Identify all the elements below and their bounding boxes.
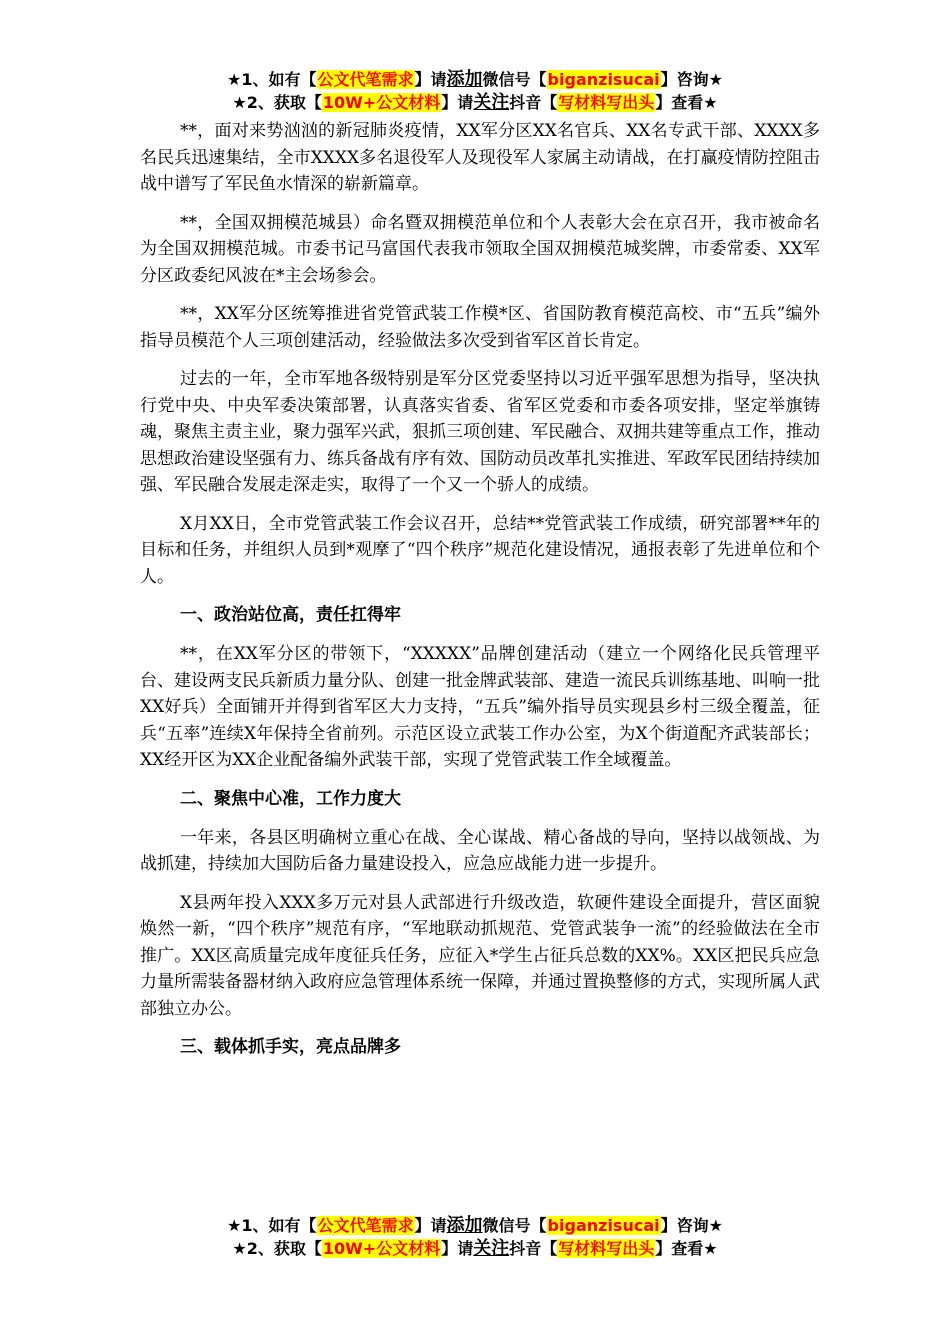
banner-wechat-id: biganzisucai bbox=[547, 1216, 660, 1235]
banner-wechat-id: biganzisucai bbox=[547, 70, 660, 89]
banner-highlight: 公文代笔需求 bbox=[317, 1216, 414, 1235]
banner-douyin-id: 写材料写出头 bbox=[558, 93, 655, 112]
paragraph: **，XX军分区统筹推进省党管武装工作模*区、省国防教育模范高校、市“五兵”编外指导员模范个人三项创建活动，经验做法多次受到省军区首长肯定。 bbox=[140, 304, 820, 351]
section-heading: 二、聚焦中心准，工作力度大 bbox=[180, 788, 401, 809]
paragraph: 过去的一年，全市军地各级特别是军分区党委坚持以习近平强军思想为指导，坚决执行党中央、中央军委决策部署，认真落实省委、省军区党委和市委各项安排，坚定举旗铸魂，聚焦主责主业，聚力强军兴武，狠抓三项创建、军民融合、双拥共建等重点工作，推动思想政治建设坚强有力、练兵备战有序有效、国防动员改革扎实推进、军政军民团结持续加强、军民融合发展走深走实，取得了一个又一个骄人的成绩。 bbox=[140, 369, 820, 495]
banner-line-1: ★1、如有【公文代笔需求】请添加微信号【biganzisucai】咨询★ bbox=[227, 69, 723, 90]
banner-douyin-id: 写材料写出头 bbox=[558, 1239, 655, 1258]
paragraph: 一年来，各县区明确树立重心在战、全心谋战、精心备战的导向，坚持以战领战、为战抓建，持续加大国防后备力量建设投入，应急应战能力进一步提升。 bbox=[140, 827, 820, 874]
section-heading: 一、政治站位高，责任扛得牢 bbox=[180, 605, 401, 625]
paragraph: **，面对来势汹汹的新冠肺炎疫情，XX军分区XX名官兵、XX名专武干部、XXXX多名民兵迅速集结，全市XXXX多名退役军人及现役军人家属主动请战，在打赢疫情防控阻击战中谱写了军民鱼水情深的崭新篇章。 bbox=[140, 121, 820, 194]
paragraph: X县两年投入XXX多万元对县人武部进行升级改造，软硬件建设全面提升，营区面貌焕然一新，“四个秩序”规范有序，“军地联动抓规范、党管武装争一流”的经验做法在全市推广。XX区高质量完成年度征兵任务，应征入*学生占征兵总数的XX%。XX区把民兵应急力量所需装备器材纳入政府应急管理体系统一保障，并通过置换整修的方式，实现所属人武部独立办公。 bbox=[140, 892, 820, 1019]
banner-highlight: 10W+公文材料 bbox=[322, 93, 441, 112]
paragraph: X月XX日，全市党管武装工作会议召开，总结**党管武装工作成绩，研究部署**年的目标和任务，并组织人员到*观摩了“四个秩序”规范化建设情况，通报表彰了先进单位和个人。 bbox=[140, 513, 820, 587]
paragraph: **，全国双拥模范城县）命名暨双拥模范单位和个人表彰大会在京召开，我市被命名为全国双拥模范城。市委书记马富国代表我市领取全国双拥模范城奖牌，市委常委、XX军分区政委纪风波在*主会场参会。 bbox=[140, 212, 820, 286]
banner-line-2: ★2、获取【10W+公文材料】请关注抖音【写材料写出头】查看★ bbox=[232, 1238, 718, 1259]
header-banner bbox=[0, 68, 950, 114]
banner-highlight: 10W+公文材料 bbox=[322, 1239, 441, 1258]
banner-line-2: ★2、获取【10W+公文材料】请关注抖音【写材料写出头】查看★ bbox=[232, 92, 718, 113]
banner-highlight: 公文代笔需求 bbox=[317, 70, 414, 89]
footer-banner bbox=[0, 1214, 950, 1260]
section-heading: 三、载体抓手实，亮点品牌多 bbox=[180, 1037, 401, 1057]
paragraph: **，在XX军分区的带领下，“XXXXX”品牌创建活动（建立一个网络化民兵管理平台、建设两支民兵新质力量分队、创建一批金牌武装部、建造一流民兵训练基地、叫响一批XX好兵）全面铺开并得到省军区大力支持，“五兵”编外指导员实现县乡村三级全覆盖，征兵“五率”连续X年保持全省前列。示范区设立武装工作办公室，为X个街道配齐武装部长；XX经开区为XX企业配备编外武装干部，实现了党管武装工作全域覆盖。 bbox=[140, 644, 820, 770]
banner-line-1: ★1、如有【公文代笔需求】请添加微信号【biganzisucai】咨询★ bbox=[227, 1215, 723, 1236]
document-body bbox=[140, 118, 820, 1073]
